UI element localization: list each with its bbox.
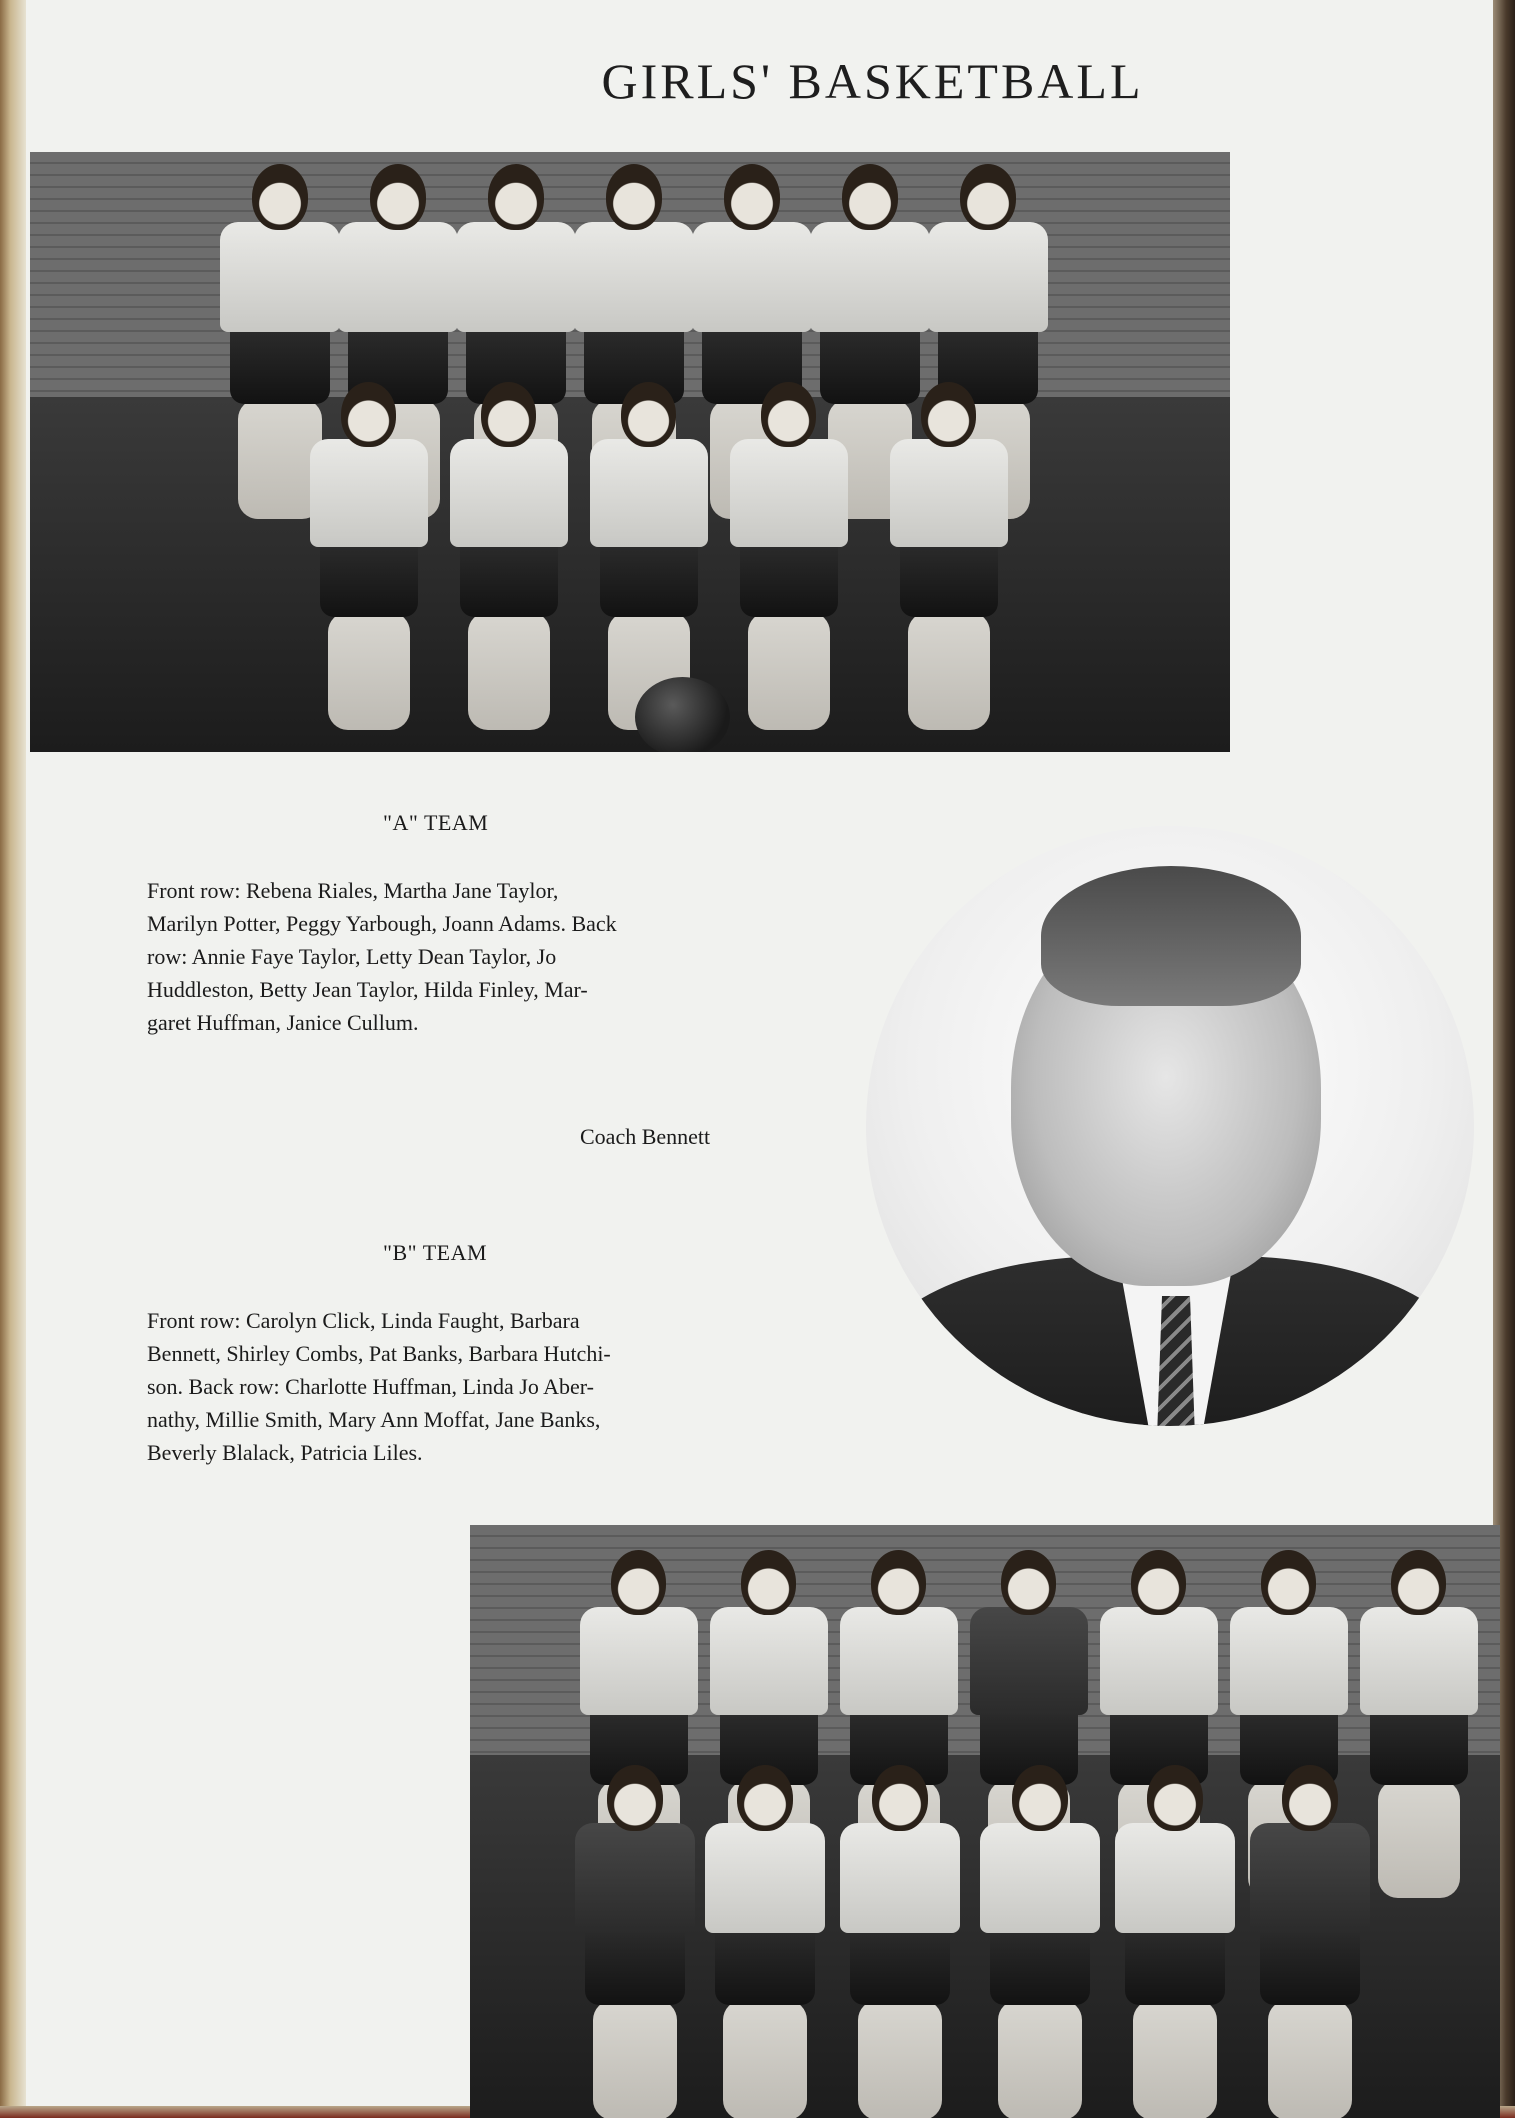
caption-line: Huddleston, Betty Jean Taylor, Hilda Finley, Mar-: [147, 977, 588, 1002]
a-team-caption: [147, 874, 617, 1039]
coach-portrait: [866, 826, 1474, 1426]
caption-line: Bennett, Shirley Combs, Pat Banks, Barbara Hutchi-: [147, 1341, 611, 1366]
page-title: GIRLS' BASKETBALL: [601, 53, 1144, 109]
caption-line: Beverly Blalack, Patricia Liles.: [147, 1440, 423, 1465]
b-team-caption: [147, 1304, 611, 1469]
coach-label: Coach Bennett: [580, 1124, 711, 1149]
caption-line: nathy, Millie Smith, Mary Ann Moffat, Jane Banks,: [147, 1407, 601, 1432]
caption-line: Front row: Carolyn Click, Linda Faught, Barbara: [147, 1308, 580, 1333]
a-team-photo: [30, 152, 1230, 752]
caption-line: Marilyn Potter, Peggy Yarbough, Joann Adams. Back: [147, 911, 617, 936]
b-team-photo: [470, 1525, 1500, 2118]
basketball: [635, 677, 730, 752]
b-team-heading: "B" TEAM: [383, 1240, 488, 1265]
a-team-heading: "A" TEAM: [383, 810, 489, 835]
caption-line: Front row: Rebena Riales, Martha Jane Taylor,: [147, 878, 559, 903]
caption-line: garet Huffman, Janice Cullum.: [147, 1010, 419, 1035]
book-spine-left: [0, 0, 26, 2118]
caption-line: son. Back row: Charlotte Huffman, Linda Jo Aber-: [147, 1374, 595, 1399]
caption-line: row: Annie Faye Taylor, Letty Dean Taylor, Jo: [147, 944, 557, 969]
